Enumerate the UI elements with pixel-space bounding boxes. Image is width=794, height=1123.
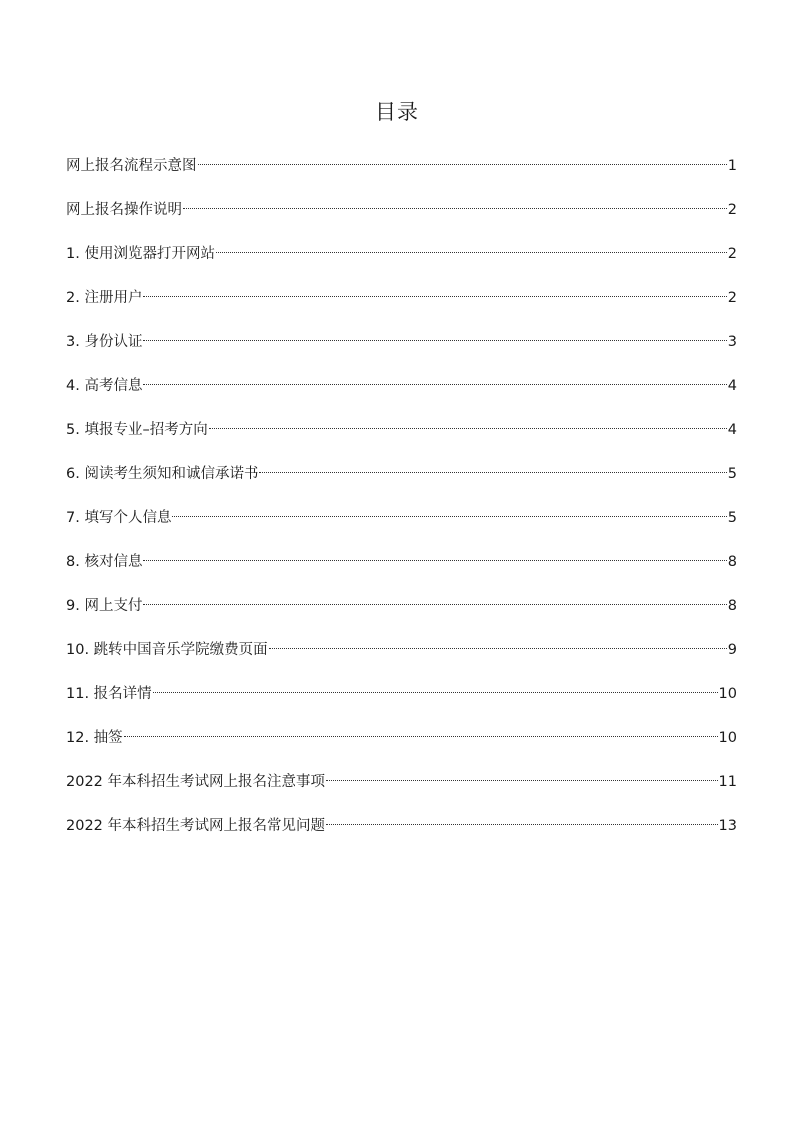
toc-entry[interactable] (66, 814, 737, 858)
toc-entry-page-number: 8 (727, 598, 737, 614)
dot-leader (143, 560, 726, 561)
toc-entry-text: 2022 年本科招生考试网上报名注意事项 (66, 774, 326, 790)
toc-entry-page-number: 4 (727, 422, 737, 438)
toc-entry[interactable] (66, 682, 737, 726)
dot-leader (209, 428, 727, 429)
toc-entry[interactable] (66, 770, 737, 814)
dot-leader (124, 736, 718, 737)
toc-entry-text: 10. 跳转中国音乐学院缴费页面 (66, 642, 268, 658)
toc-entry[interactable] (66, 594, 737, 638)
toc-entry[interactable] (66, 154, 737, 198)
toc-entry-text: 5. 填报专业–招考方向 (66, 422, 208, 438)
dot-leader (143, 340, 726, 341)
toc-entry-text: 网上报名操作说明 (66, 202, 182, 218)
toc-entry-page-number: 4 (727, 378, 737, 394)
dot-leader (216, 252, 727, 253)
toc-entry-text: 2. 注册用户 (66, 290, 143, 306)
toc-entry-text: 7. 填写个人信息 (66, 510, 172, 526)
toc-entry[interactable] (66, 462, 737, 506)
toc-entry-page-number: 2 (727, 202, 737, 218)
toc-entry-page-number: 5 (727, 466, 737, 482)
dot-leader (326, 780, 718, 781)
toc-entry-page-number: 9 (727, 642, 737, 658)
dot-leader (143, 604, 726, 605)
toc-entry-page-number: 5 (727, 510, 737, 526)
dot-leader (326, 824, 718, 825)
toc-entry-text: 6. 阅读考生须知和诚信承诺书 (66, 466, 259, 482)
toc-entry-text: 网上报名流程示意图 (66, 158, 197, 174)
toc-entry-text: 11. 报名详情 (66, 686, 152, 702)
toc-entry-page-number: 2 (727, 290, 737, 306)
toc-title: 目录 (375, 100, 419, 124)
dot-leader (198, 164, 727, 165)
toc-entry[interactable] (66, 198, 737, 242)
toc-entry-text: 1. 使用浏览器打开网站 (66, 246, 215, 262)
toc-entry[interactable] (66, 638, 737, 682)
toc-entry-page-number: 3 (727, 334, 737, 350)
toc-entry[interactable] (66, 418, 737, 462)
toc-entry-page-number: 10 (718, 730, 737, 746)
toc-entry-page-number: 10 (718, 686, 737, 702)
toc-entry[interactable] (66, 550, 737, 594)
toc-entry-page-number: 11 (718, 774, 737, 790)
toc-entry-page-number: 13 (718, 818, 737, 834)
toc-entry-text: 4. 高考信息 (66, 378, 143, 394)
dot-leader (153, 692, 718, 693)
toc-entry-page-number: 2 (727, 246, 737, 262)
dot-leader (143, 384, 726, 385)
toc-list (66, 154, 737, 858)
toc-entry[interactable] (66, 242, 737, 286)
toc-entry-text: 3. 身份认证 (66, 334, 143, 350)
dot-leader (259, 472, 726, 473)
toc-entry-page-number: 1 (727, 158, 737, 174)
toc-entry[interactable] (66, 726, 737, 770)
toc-entry-text: 12. 抽签 (66, 730, 123, 746)
toc-entry-page-number: 8 (727, 554, 737, 570)
toc-entry[interactable] (66, 330, 737, 374)
toc-entry[interactable] (66, 374, 737, 418)
toc-entry-text: 8. 核对信息 (66, 554, 143, 570)
toc-entry[interactable] (66, 506, 737, 550)
toc-entry-text: 2022 年本科招生考试网上报名常见问题 (66, 818, 326, 834)
dot-leader (269, 648, 727, 649)
dot-leader (172, 516, 726, 517)
toc-entry-text: 9. 网上支付 (66, 598, 143, 614)
toc-entry[interactable] (66, 286, 737, 330)
dot-leader (183, 208, 727, 209)
dot-leader (143, 296, 726, 297)
